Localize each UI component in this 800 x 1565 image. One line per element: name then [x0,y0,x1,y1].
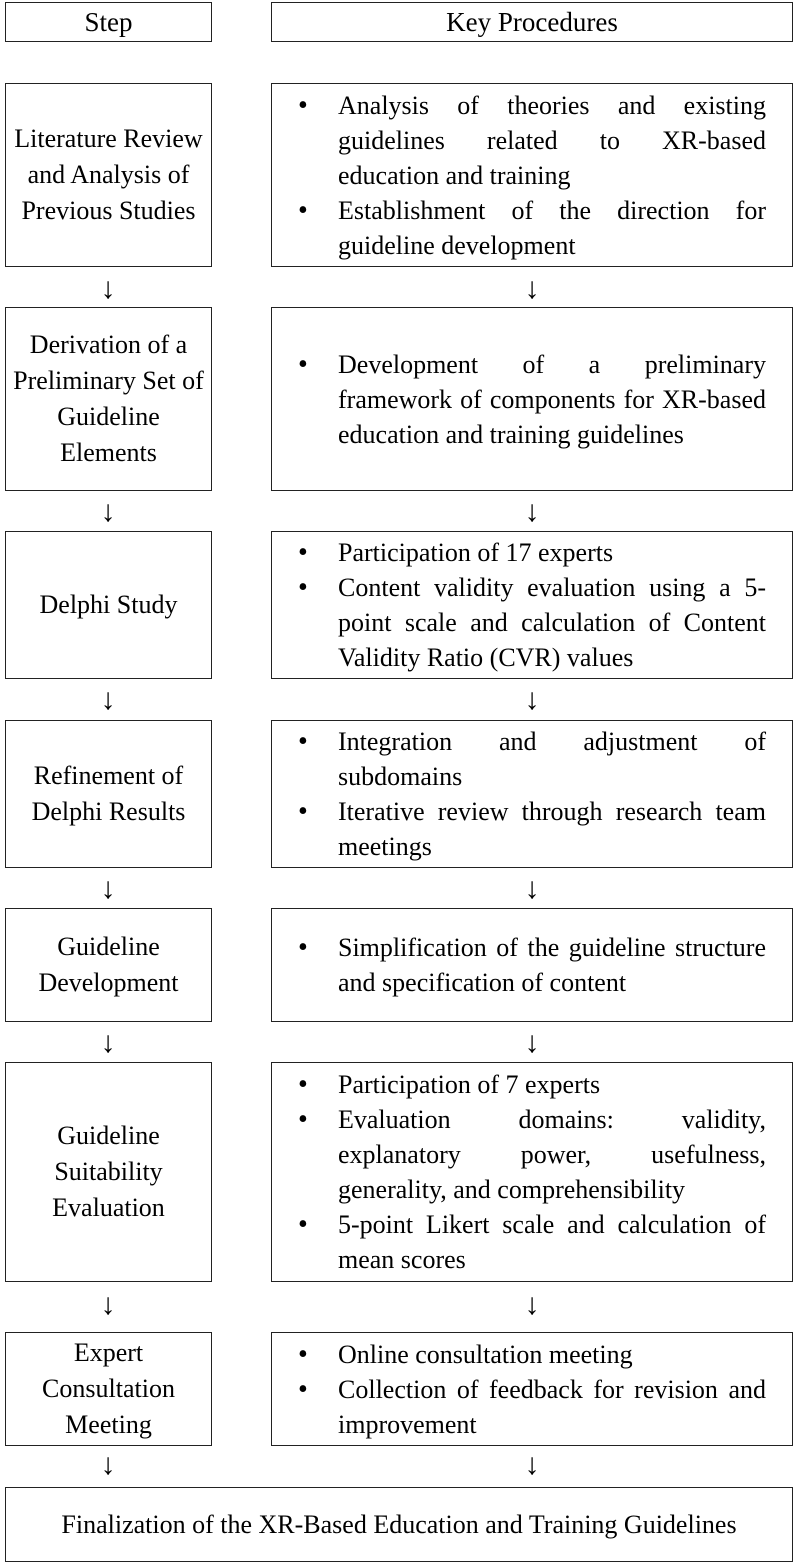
down-arrow-icon: ↓ [524,272,540,305]
procedure-item: • Evaluation domains: validity, explanatory power, usefulness, generality, and comprehensibility [294,1102,766,1207]
down-arrow-icon: ↓ [524,1448,540,1481]
final-label: Finalization of the XR-Based Education and Training Guidelines [61,1510,737,1539]
procedures-header [271,2,793,42]
step-box-4 [5,720,212,868]
down-arrow-icon: ↓ [100,1448,116,1481]
step-label-7: Expert Consultation Meeting [42,1338,175,1439]
procedure-box-6 [271,1062,793,1282]
procedure-box-4 [271,720,793,868]
step-label-3: Delphi Study [39,590,178,619]
procedure-box-3 [271,531,793,679]
procedure-item: • Development of a preliminary framework of components for XR-based education and training guidelines [294,347,766,452]
procedure-item: • 5-point Likert scale and calculation of mean scores [294,1207,766,1277]
procedure-box-5 [271,908,793,1022]
procedure-item: • Participation of 17 experts [294,535,766,570]
procedure-item: • Simplification of the guideline structure and specification of content [294,930,766,1000]
down-arrow-icon: ↓ [524,683,540,716]
down-arrow-icon: ↓ [100,872,116,905]
step-box-7 [5,1332,212,1446]
procedures-header-label: Key Procedures [446,6,618,37]
procedure-item: • Establishment of the direction for guideline development [294,193,766,263]
procedure-box-2 [271,307,793,491]
step-header [5,2,212,42]
down-arrow-icon: ↓ [100,272,116,305]
down-arrow-icon: ↓ [524,1026,540,1059]
down-arrow-icon: ↓ [524,495,540,528]
step-label-2: Derivation of a Preliminary Set of Guideline Elements [13,330,204,467]
procedure-item: • Participation of 7 experts [294,1067,766,1102]
step-label-6: Guideline Suitability Evaluation [52,1121,165,1222]
step-label-5: Guideline Development [38,932,179,997]
down-arrow-icon: ↓ [100,683,116,716]
procedure-item: • Analysis of theories and existing guidelines related to XR-based education and training [294,88,766,193]
procedure-item: • Content validity evaluation using a 5-point scale and calculation of Content Validity Ratio (CVR) values [294,570,766,675]
down-arrow-icon: ↓ [100,1288,116,1321]
step-box-5 [5,908,212,1022]
procedure-box-1 [271,83,793,267]
final-box [5,1487,793,1562]
down-arrow-icon: ↓ [524,1288,540,1321]
step-box-6 [5,1062,212,1282]
step-box-3 [5,531,212,679]
down-arrow-icon: ↓ [100,495,116,528]
procedure-item: • Integration and adjustment of subdomains [294,724,766,794]
procedure-item: • Online consultation meeting [294,1337,766,1372]
step-header-label: Step [84,6,133,37]
step-box-1 [5,83,212,267]
step-label-1: Literature Review and Analysis of Previous Studies [14,124,203,225]
down-arrow-icon: ↓ [100,1026,116,1059]
procedure-box-7 [271,1332,793,1446]
procedure-item: • Collection of feedback for revision and improvement [294,1372,766,1442]
step-box-2 [5,307,212,491]
down-arrow-icon: ↓ [524,872,540,905]
step-label-4: Refinement of Delphi Results [31,761,186,826]
procedure-item: • Iterative review through research team meetings [294,794,766,864]
